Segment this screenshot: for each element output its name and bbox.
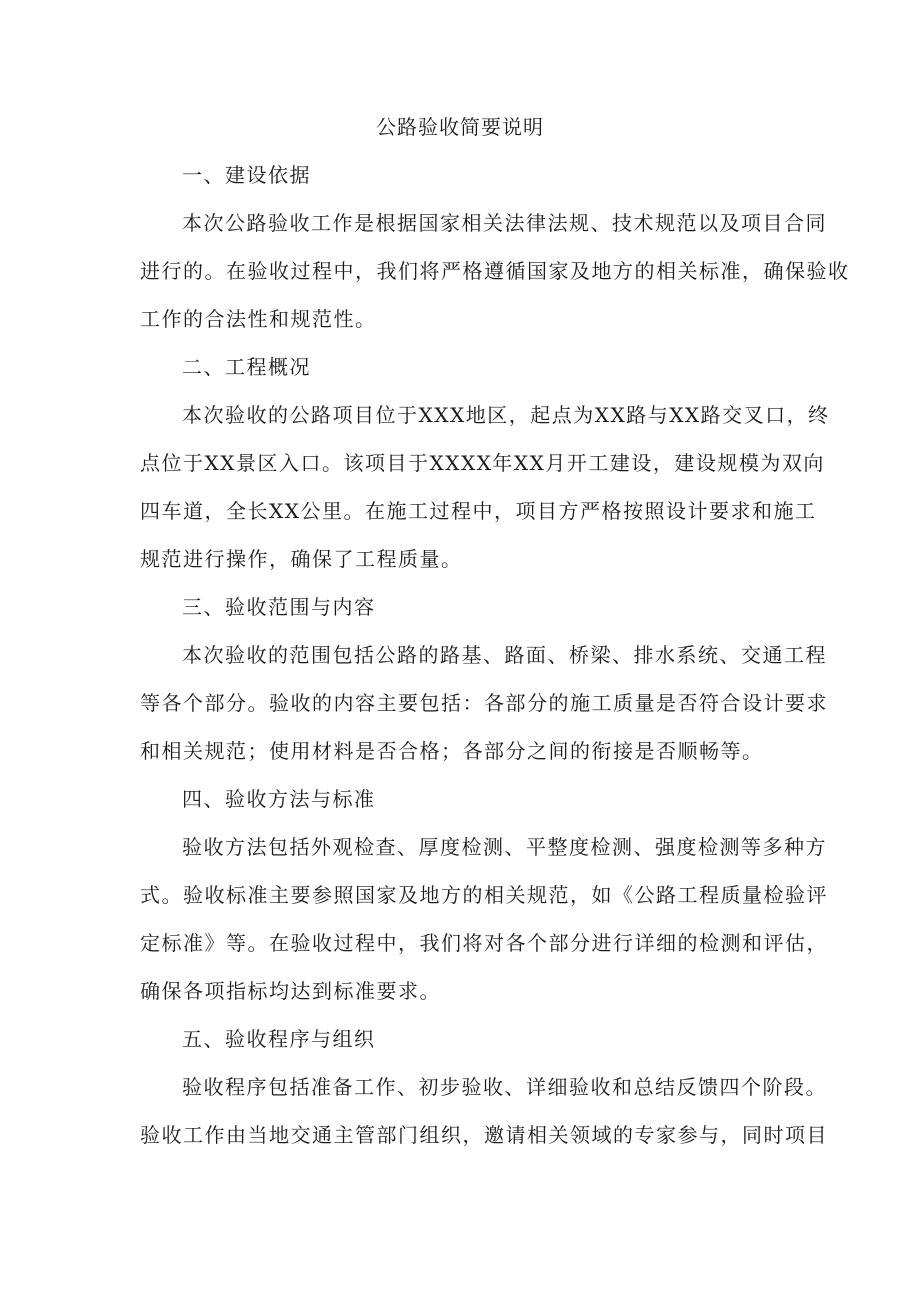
- paragraph-line: 本次验收的范围包括公路的路基、路面、桥梁、排水系统、交通工程: [182, 643, 827, 667]
- paragraph-line: 工作的合法性和规范性。: [140, 307, 377, 331]
- section-heading-3: 三、验收范围与内容: [182, 595, 376, 619]
- paragraph-line: 等各个部分。验收的内容主要包括：各部分的施工质量是否符合设计要求: [140, 691, 828, 715]
- paragraph-line: 四车道，全长XX公里。在施工过程中，项目方严格按照设计要求和施工: [140, 499, 817, 523]
- paragraph-line: 验收方法包括外观检查、厚度检测、平整度检测、强度检测等多种方: [182, 835, 827, 859]
- paragraph-line: 规范进行操作，确保了工程质量。: [140, 547, 463, 571]
- paragraph-line: 确保各项指标均达到标准要求。: [140, 979, 441, 1003]
- section-heading-5: 五、验收程序与组织: [182, 1027, 376, 1051]
- page-title: 公路验收简要说明: [376, 115, 544, 139]
- paragraph-line: 验收工作由当地交通主管部门组织，邀请相关领域的专家参与，同时项目: [140, 1123, 828, 1147]
- paragraph-line: 本次公路验收工作是根据国家相关法律法规、技术规范以及项目合同: [182, 211, 827, 235]
- paragraph-line: 定标准》等。在验收过程中，我们将对各个部分进行详细的检测和评估，: [140, 931, 828, 955]
- paragraph-line: 验收程序包括准备工作、初步验收、详细验收和总结反馈四个阶段。: [182, 1075, 827, 1099]
- paragraph-line: 和相关规范；使用材料是否合格；各部分之间的衔接是否顺畅等。: [140, 739, 764, 763]
- paragraph-line: 式。验收标准主要参照国家及地方的相关规范，如《公路工程质量检验评: [140, 883, 828, 907]
- paragraph-line: 本次验收的公路项目位于XXX地区，起点为XX路与XX路交叉口，终: [182, 403, 830, 427]
- paragraph-line: 进行的。在验收过程中，我们将严格遵循国家及地方的相关标准，确保验收: [140, 259, 850, 283]
- paragraph-line: 点位于XX景区入口。该项目于XXXX年XX月开工建设，建设规模为双向: [140, 451, 825, 475]
- section-heading-2: 二、工程概况: [182, 355, 311, 379]
- section-heading-4: 四、验收方法与标准: [182, 787, 376, 811]
- section-heading-1: 一、建设依据: [182, 163, 311, 187]
